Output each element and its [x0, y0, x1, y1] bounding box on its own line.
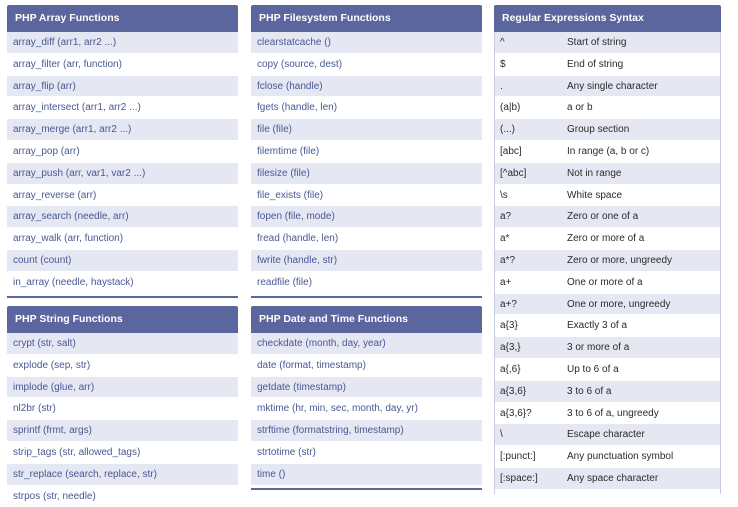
- panel-title: Regular Expressions Syntax: [494, 5, 721, 32]
- regex-description: Any space character: [567, 472, 659, 484]
- regex-symbol: a+?: [500, 298, 517, 310]
- table-row: [494, 315, 721, 337]
- regex-description: End of string: [567, 58, 624, 70]
- list-item[interactable]: date (format, timestamp): [251, 355, 482, 377]
- list-item[interactable]: strpos (str, needle): [7, 486, 238, 507]
- array-list: [7, 32, 238, 294]
- list-item[interactable]: explode (sep, str): [7, 355, 238, 377]
- regex-symbol: a{3,6}?: [500, 407, 532, 419]
- table-row: [494, 250, 721, 272]
- regex-symbol: \s: [500, 189, 508, 201]
- regex-symbol: \: [500, 429, 503, 441]
- regex-symbol: (...): [500, 124, 515, 136]
- datetime-functions-panel: [251, 306, 482, 490]
- string-list: [7, 333, 238, 507]
- regex-description: Escape character: [567, 429, 645, 441]
- list-item[interactable]: crypt (str, salt): [7, 333, 238, 355]
- list-item[interactable]: array_flip (arr): [7, 76, 238, 98]
- regex-symbol: (a|b): [500, 102, 521, 114]
- table-row: [494, 446, 721, 468]
- table-row: [494, 141, 721, 163]
- column-divider: [494, 32, 495, 494]
- list-item[interactable]: implode (glue, arr): [7, 377, 238, 399]
- column-divider: [720, 32, 721, 494]
- panel-end-divider: [7, 296, 238, 298]
- regex-description: Zero or one of a: [567, 211, 639, 223]
- regex-description: 3 or more of a: [567, 342, 630, 354]
- list-item[interactable]: fread (handle, len): [251, 228, 482, 250]
- table-row: [494, 337, 721, 359]
- regex-description: Exactly 3 of a: [567, 320, 628, 332]
- regex-syntax-panel: [494, 5, 721, 495]
- list-item[interactable]: checkdate (month, day, year): [251, 333, 482, 355]
- list-item[interactable]: array_merge (arr1, arr2 ...): [7, 119, 238, 141]
- table-row: [494, 97, 721, 119]
- regex-symbol: a+: [500, 276, 512, 288]
- datetime-list: [251, 333, 482, 486]
- regex-symbol: [^abc]: [500, 167, 527, 179]
- list-item[interactable]: nl2br (str): [7, 398, 238, 420]
- list-item[interactable]: strtotime (str): [251, 442, 482, 464]
- regex-description: Group section: [567, 124, 630, 136]
- table-row: [494, 163, 721, 185]
- list-item[interactable]: fgets (handle, len): [251, 97, 482, 119]
- regex-symbol: a{3}: [500, 320, 518, 332]
- list-item[interactable]: filesize (file): [251, 163, 482, 185]
- regex-symbol: $: [500, 58, 506, 70]
- regex-symbol: a*?: [500, 254, 516, 266]
- table-row: [494, 294, 721, 316]
- filesystem-list: [251, 32, 482, 294]
- list-item[interactable]: array_reverse (arr): [7, 185, 238, 207]
- string-functions-panel: [7, 306, 238, 502]
- list-item[interactable]: strip_tags (str, allowed_tags): [7, 442, 238, 464]
- list-item[interactable]: in_array (needle, haystack): [7, 272, 238, 294]
- list-item[interactable]: file (file): [251, 119, 482, 141]
- regex-description: Not in range: [567, 167, 622, 179]
- filesystem-functions-panel: [251, 5, 482, 298]
- table-row: [494, 185, 721, 207]
- list-item[interactable]: array_push (arr, var1, var2 ...): [7, 163, 238, 185]
- regex-symbol: a{3,}: [500, 342, 521, 354]
- list-item[interactable]: strftime (formatstring, timestamp): [251, 420, 482, 442]
- list-item[interactable]: clearstatcache (): [251, 32, 482, 54]
- regex-symbol: .: [500, 80, 503, 92]
- regex-symbol: ^: [500, 37, 505, 48]
- regex-description: Up to 6 of a: [567, 363, 619, 375]
- regex-description: One or more of a: [567, 276, 643, 288]
- table-row: [494, 424, 721, 446]
- table-row: [494, 272, 721, 294]
- list-item[interactable]: readfile (file): [251, 272, 482, 294]
- regex-symbol: [:punct:]: [500, 451, 536, 463]
- list-item[interactable]: fopen (file, mode): [251, 206, 482, 228]
- table-row: [494, 206, 721, 228]
- table-row: [494, 359, 721, 381]
- regex-description: Zero or more, ungreedy: [567, 254, 673, 266]
- panel-end-divider: [251, 488, 482, 490]
- list-item[interactable]: array_filter (arr, function): [7, 54, 238, 76]
- list-item[interactable]: array_diff (arr1, arr2 ...): [7, 32, 238, 54]
- regex-description: Start of string: [567, 37, 627, 48]
- list-item[interactable]: str_replace (search, replace, str): [7, 464, 238, 486]
- regex-description: 3 to 6 of a: [567, 385, 612, 397]
- list-item[interactable]: fclose (handle): [251, 76, 482, 98]
- regex-symbol: a{,6}: [500, 363, 521, 375]
- regex-symbol: [:space:]: [500, 472, 538, 484]
- table-row: [494, 403, 721, 425]
- list-item[interactable]: array_pop (arr): [7, 141, 238, 163]
- regex-symbol: a*: [500, 233, 510, 245]
- list-item[interactable]: array_intersect (arr1, arr2 ...): [7, 97, 238, 119]
- table-row: [494, 54, 721, 76]
- list-item[interactable]: file_exists (file): [251, 185, 482, 207]
- table-row: [494, 228, 721, 250]
- regex-description: One or more, ungreedy: [567, 298, 671, 310]
- array-functions-panel: [7, 5, 238, 298]
- table-row: [494, 119, 721, 141]
- table-row: [494, 32, 721, 54]
- list-item[interactable]: fwrite (handle, str): [251, 250, 482, 272]
- regex-description: 3 to 6 of a, ungreedy: [567, 407, 659, 419]
- list-item[interactable]: count (count): [7, 250, 238, 272]
- list-item[interactable]: array_search (needle, arr): [7, 206, 238, 228]
- regex-description: In range (a, b or c): [567, 145, 650, 157]
- regex-table: [494, 32, 721, 490]
- panel-title: PHP Date and Time Functions: [251, 306, 482, 333]
- list-item[interactable]: time (): [251, 464, 482, 486]
- list-item[interactable]: array_walk (arr, function): [7, 228, 238, 250]
- regex-description: Zero or more of a: [567, 233, 645, 245]
- panel-title: PHP String Functions: [7, 306, 238, 333]
- list-item[interactable]: sprintf (frmt, args): [7, 420, 238, 442]
- regex-symbol: a{3,6}: [500, 385, 527, 397]
- table-row: [494, 381, 721, 403]
- panel-title: PHP Array Functions: [7, 5, 238, 32]
- regex-symbol: a?: [500, 211, 512, 223]
- regex-description: a or b: [567, 102, 593, 114]
- list-item[interactable]: filemtime (file): [251, 141, 482, 163]
- table-row: [494, 76, 721, 98]
- list-item[interactable]: getdate (timestamp): [251, 377, 482, 399]
- regex-description: White space: [567, 189, 623, 201]
- regex-description: Any single character: [567, 80, 658, 92]
- list-item[interactable]: mktime (hr, min, sec, month, day, yr): [251, 398, 482, 420]
- panel-end-divider: [251, 296, 482, 298]
- regex-symbol: [abc]: [500, 145, 522, 157]
- table-row: [494, 468, 721, 490]
- regex-description: Any punctuation symbol: [567, 451, 674, 463]
- list-item[interactable]: copy (source, dest): [251, 54, 482, 76]
- panel-title: PHP Filesystem Functions: [251, 5, 482, 32]
